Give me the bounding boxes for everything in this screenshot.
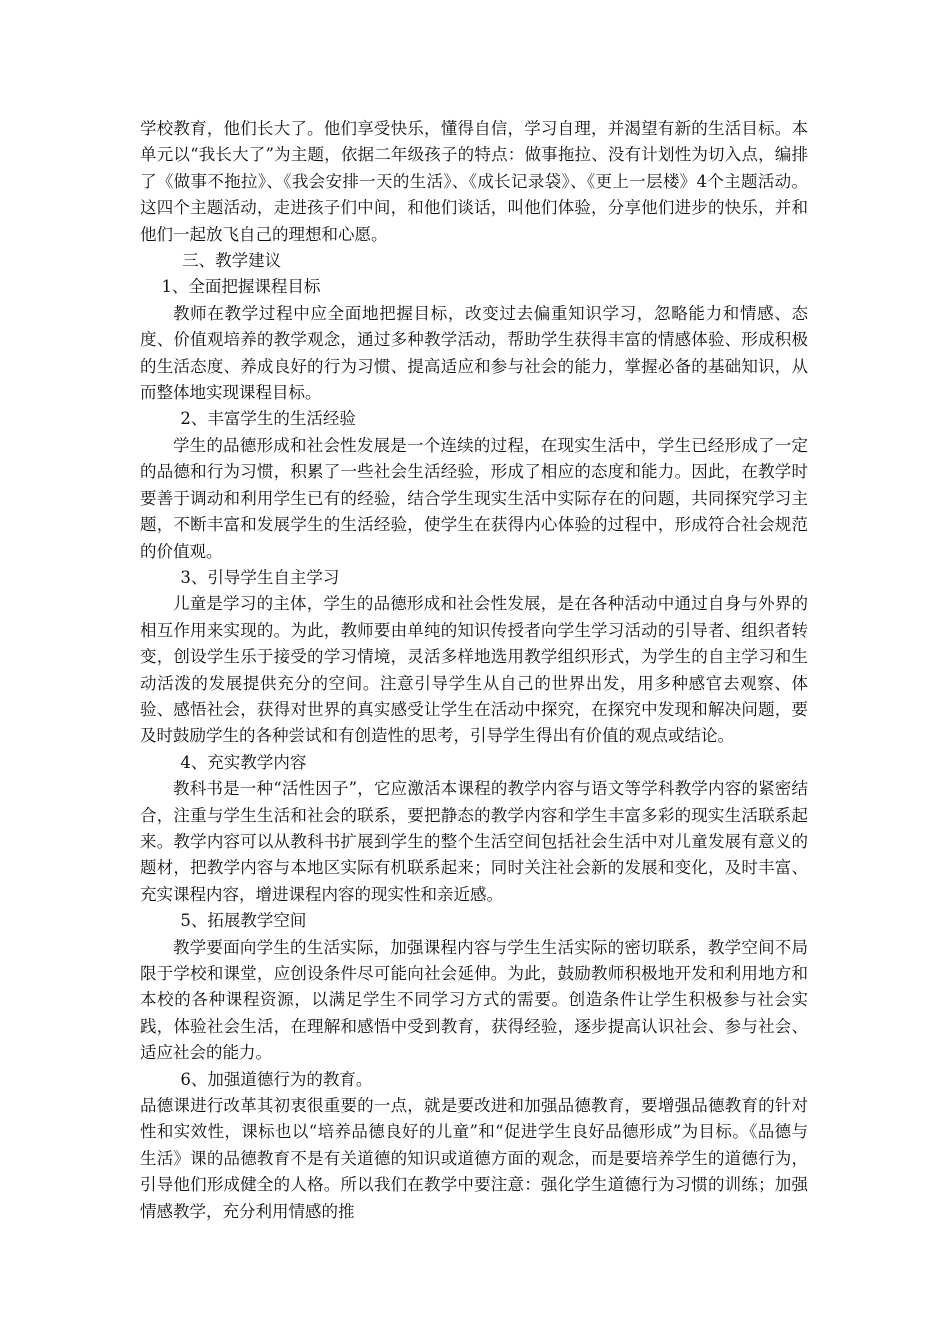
subheading-2: 2、丰富学生的生活经验 [180,409,356,429]
paragraph-3: 儿童是学习的主体，学生的品德形成和社会性发展，是在各种活动中通过自身与外界的相互作用来实现的。为此，教师要由单纯的知识传授者向学生学习活动的引导者、组织者转变，创设学生乐于接受的学习情境，灵活多样地选用教学组织形式，为学生的自主学习和生动活泼的发展提供充分的空间。注意引导学生从自己的世界出发，用多种感官去观察、体验、感悟社会，获得对世界的真实感受让学生在活动中探究，在探究中发现和解决问题，要及时鼓励学生的各种尝试和有创造性的思考，引导学生得出有价值的观点或结论。 [140,594,808,746]
document-body [140,116,808,1225]
section-heading-teaching-suggestions: 三、教学建议 [182,251,282,271]
paragraph-1: 教师在教学过程中应全面地把握目标，改变过去偏重知识学习，忽略能力和情感、态度、价值观培养的教学观念，通过多种教学活动，帮助学生获得丰富的情感体验、形成积极的生活态度、养成良好的行为习惯、提高适应和参与社会的能力，掌握必备的基础知识，从而整体地实现课程目标。 [140,303,808,403]
subheading-3: 3、引导学生自主学习 [180,567,340,587]
subheading-6: 6、加强道德行为的教育。 [180,1069,373,1089]
subheading-4: 4、充实教学内容 [180,752,307,772]
intro-paragraph: 学校教育，他们长大了。他们享受快乐，懂得自信，学习自理，并渴望有新的生活目标。本单元以“我长大了”为主题，依据二年级孩子的特点：做事拖拉、没有计划性为切入点，编排了《做事不拖拉》、《我会安排一天的生活》、《成长记录袋》、《更上一层楼》4个主题活动。这四个主题活动，走进孩子们中间，和他们谈话，叫他们体验，分享他们进步的快乐，并和他们一起放飞自己的理想和心愿。 [140,119,808,244]
paragraph-5: 教学要面向学生的生活实际，加强课程内容与学生生活实际的密切联系，教学空间不局限于学校和课堂，应创设条件尽可能向社会延伸。为此，鼓励教师积极地开发和利用地方和本校的各种课程资源，以满足学生不同学习方式的需要。创造条件让学生积极参与社会实践，体验社会生活，在理解和感悟中受到教育，获得经验，逐步提高认识社会、参与社会、适应社会的能力。 [140,937,808,1063]
subheading-5: 5、拓展教学空间 [180,911,307,931]
subheading-1: 1、全面把握课程目标 [161,277,321,297]
paragraph-6: 品德课进行改革其初衷很重要的一点，就是要改进和加强品德教育，要增强品德教育的针对性和实效性，课标也以“培养品德良好的儿童”和“促进学生良好品德形成”为目标。《品德与生活》课的品德教育不是有关道德的知识或道德方面的观念，而是要培养学生的道德行为，引导他们形成健全的人格。所以我们在教学中要注意：强化学生道德行为习惯的训练；加强情感教学，充分利用情感的推 [140,1096,808,1221]
paragraph-4: 教科书是一种“活性因子”，它应激活本课程的教学内容与语文等学科教学内容的紧密结合，注重与学生生活和社会的联系，要把静态的教学内容和学生丰富多彩的现实生活联系起来。教学内容可以从教科书扩展到学生的整个生活空间包括社会生活中对儿童发展有意义的题材，把教学内容与本地区实际有机联系起来；同时关注社会新的发展和变化，及时丰富、充实课程内容，增进课程内容的现实性和亲近感。 [140,779,808,904]
paragraph-2: 学生的品德形成和社会性发展是一个连续的过程，在现实生活中，学生已经形成了一定的品德和行为习惯，积累了一些社会生活经验，形成了相应的态度和能力。因此，在教学时要善于调动和利用学生已有的经验，结合学生现实生活中实际存在的问题，共同探究学习主题，不断丰富和发展学生的生活经验，使学生在获得内心体验的过程中，形成符合社会规范的价值观。 [140,435,808,561]
